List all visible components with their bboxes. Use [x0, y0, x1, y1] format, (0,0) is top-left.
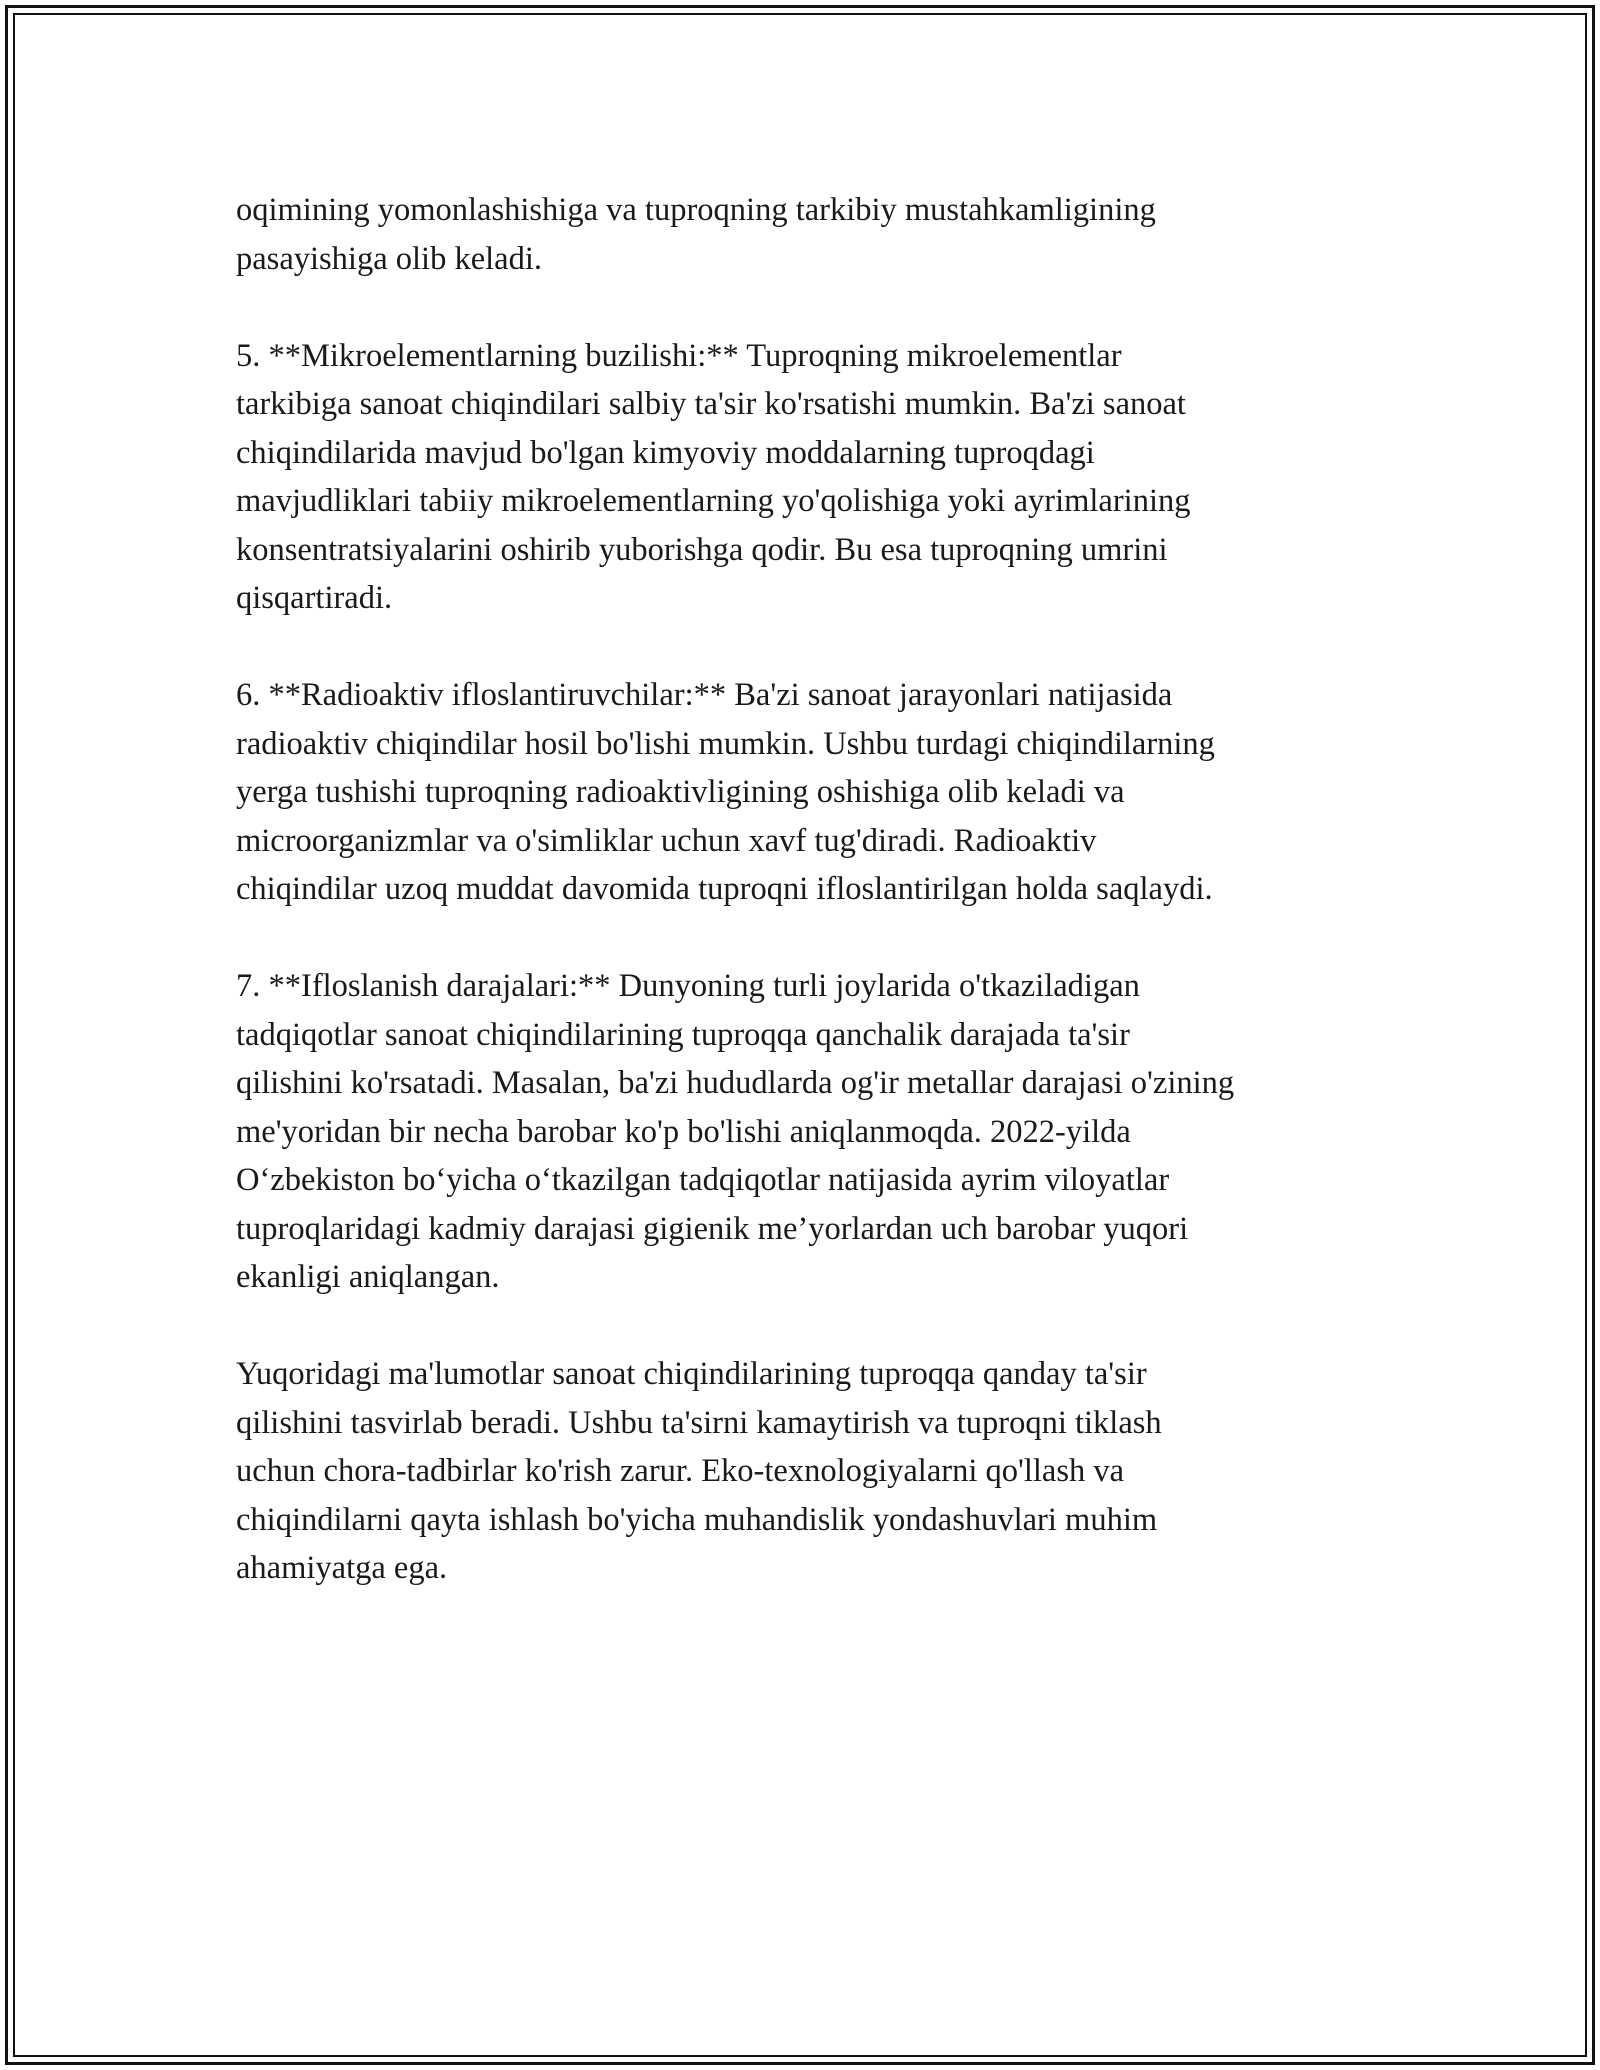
paragraph-item-6	[236, 671, 1386, 914]
text-line: chiqindilarni qayta ishlash bo'yicha muhandislik yondashuvlari muhim	[236, 1501, 1158, 1538]
paragraph-item-7	[236, 962, 1386, 1302]
text-line: 7. **Ifloslanish darajalari:** Dunyoning turli joylarida o'tkaziladigan	[236, 968, 1140, 1004]
paragraph-item-5	[236, 332, 1386, 623]
text-line: tuproqlaridagi kadmiy darajasi gigienik me’yorlardan uch barobar yuqori	[236, 1210, 1189, 1247]
text-line: microorganizmlar va o'simliklar uchun xavf tug'diradi. Radioaktiv	[236, 822, 1097, 859]
text-line: 6. **Radioaktiv ifloslantiruvchilar:** Ba'zi sanoat jarayonlari natijasida	[236, 677, 1173, 713]
text-line: uchun chora-tadbirlar ko'rish zarur. Eko-texnologiyalarni qo'llash va	[236, 1453, 1125, 1489]
text-line: chiqindilar uzoq muddat davomida tuproqni ifloslantirilgan holda saqlaydi.	[236, 871, 1213, 907]
text-line: 5. **Mikroelementlarning buzilishi:** Tuproqning mikroelementlar	[236, 337, 1122, 374]
paragraph-conclusion	[236, 1350, 1386, 1593]
text-line: mavjudliklari tabiiy mikroelementlarning yo'qolishiga yoki ayrimlarining	[236, 483, 1191, 519]
document-body	[236, 186, 1386, 1641]
text-line: tadqiqotlar sanoat chiqindilarining tuproqqa qanchalik darajada ta'sir	[236, 1016, 1130, 1053]
text-line: pasayishiga olib keladi.	[236, 240, 542, 277]
paragraph-continuation	[236, 186, 1386, 283]
text-line: yerga tushishi tuproqning radioaktivligining oshishiga olib keladi va	[236, 774, 1125, 810]
text-line: qilishini tasvirlab beradi. Ushbu ta'sirni kamaytirish va tuproqni tiklash	[236, 1404, 1162, 1441]
text-line: O‘zbekiston bo‘yicha o‘tkazilgan tadqiqotlar natijasida ayrim viloyatlar	[236, 1162, 1170, 1198]
text-line: ahamiyatga ega.	[236, 1550, 448, 1586]
text-line: radioaktiv chiqindilar hosil bo'lishi mumkin. Ushbu turdagi chiqindilarning	[236, 725, 1215, 762]
text-line: ekanligi aniqlangan.	[236, 1259, 500, 1295]
text-line: tarkibiga sanoat chiqindilari salbiy ta'sir ko'rsatishi mumkin. Ba'zi sanoat	[236, 386, 1186, 422]
text-line: oqimining yomonlashishiga va tuproqning tarkibiy mustahkamligining	[236, 192, 1156, 228]
text-line: me'yoridan bir necha barobar ko'p bo'lishi aniqlanmoqda. 2022-yilda	[236, 1113, 1131, 1150]
text-line: konsentratsiyalarini oshirib yuborishga qodir. Bu esa tuproqning umrini	[236, 531, 1168, 568]
text-line: chiqindilarida mavjud bo'lgan kimyoviy moddalarning tuproqdagi	[236, 434, 1095, 471]
text-line: Yuqoridagi ma'lumotlar sanoat chiqindilarining tuproqqa qanday ta'sir	[236, 1356, 1147, 1392]
text-line: qisqartiradi.	[236, 580, 393, 616]
text-line: qilishini ko'rsatadi. Masalan, ba'zi hududlarda og'ir metallar darajasi o'zining	[236, 1065, 1235, 1101]
